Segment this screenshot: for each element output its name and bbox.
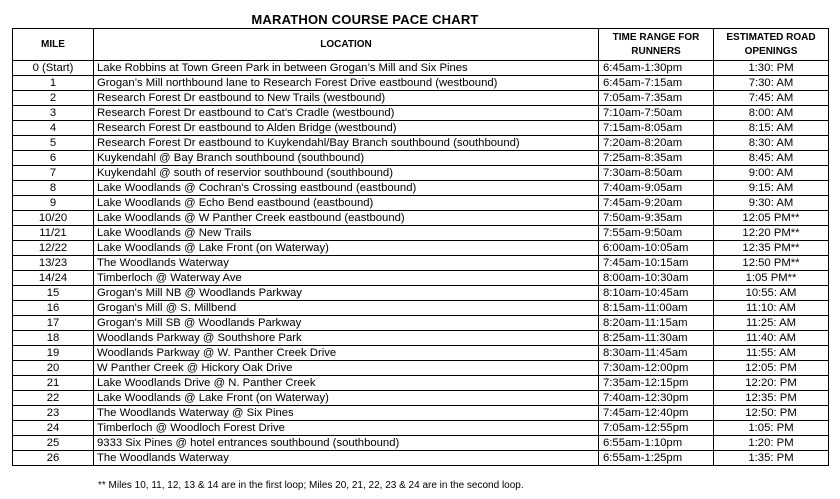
road-opening-cell: 12:20: PM <box>714 376 829 391</box>
location-cell: Lake Woodlands @ Echo Bend eastbound (eastbound) <box>94 196 599 211</box>
mile-cell: 18 <box>13 331 94 346</box>
time-range-cell: 8:10am-10:45am <box>599 286 714 301</box>
mile-cell: 25 <box>13 436 94 451</box>
location-cell: Grogan's Mill SB @ Woodlands Parkway <box>94 316 599 331</box>
table-row <box>13 166 829 181</box>
mile-cell: 11/21 <box>13 226 94 241</box>
table-row <box>13 421 829 436</box>
time-range-cell: 7:35am-12:15pm <box>599 376 714 391</box>
header-mile: MILE <box>13 29 94 61</box>
table-row <box>13 316 829 331</box>
location-cell: Lake Woodlands @ Cochran's Crossing eastbound (eastbound) <box>94 181 599 196</box>
footnote: ** Miles 10, 11, 12, 13 & 14 are in the first loop; Miles 20, 21, 22, 23 & 24 are in the second loop. <box>98 480 524 491</box>
mile-cell: 19 <box>13 346 94 361</box>
mile-cell: 1 <box>13 76 94 91</box>
table-row <box>13 346 829 361</box>
time-range-cell: 8:00am-10:30am <box>599 271 714 286</box>
header-location: LOCATION <box>94 29 599 61</box>
table-row <box>13 406 829 421</box>
mile-cell: 15 <box>13 286 94 301</box>
location-cell: Woodlands Parkway @ W. Panther Creek Drive <box>94 346 599 361</box>
time-range-cell: 8:25am-11:30am <box>599 331 714 346</box>
mile-cell: 12/22 <box>13 241 94 256</box>
mile-cell: 17 <box>13 316 94 331</box>
table-row <box>13 331 829 346</box>
mile-cell: 10/20 <box>13 211 94 226</box>
table-row <box>13 376 829 391</box>
mile-cell: 7 <box>13 166 94 181</box>
location-cell: Woodlands Parkway @ Southshore Park <box>94 331 599 346</box>
location-cell: Kuykendahl @ south of reservior southbound (southbound) <box>94 166 599 181</box>
location-cell: Lake Woodlands @ New Trails <box>94 226 599 241</box>
location-cell: Lake Robbins at Town Green Park in between Grogan’s Mill and Six Pines <box>94 61 599 76</box>
table-row <box>13 301 829 316</box>
time-range-cell: 7:45am-10:15am <box>599 256 714 271</box>
mile-cell: 0 (Start) <box>13 61 94 76</box>
location-cell: Research Forest Dr eastbound to New Trails (westbound) <box>94 91 599 106</box>
mile-cell: 8 <box>13 181 94 196</box>
time-range-cell: 7:50am-9:35am <box>599 211 714 226</box>
table-row <box>13 361 829 376</box>
road-opening-cell: 8:30: AM <box>714 136 829 151</box>
time-range-cell: 8:30am-11:45am <box>599 346 714 361</box>
mile-cell: 22 <box>13 391 94 406</box>
time-range-cell: 7:30am-12:00pm <box>599 361 714 376</box>
mile-cell: 5 <box>13 136 94 151</box>
mile-cell: 3 <box>13 106 94 121</box>
mile-cell: 24 <box>13 421 94 436</box>
location-cell: Grogan's Mill NB @ Woodlands Parkway <box>94 286 599 301</box>
time-range-cell: 7:40am-12:30pm <box>599 391 714 406</box>
table-row <box>13 391 829 406</box>
time-range-cell: 6:00am-10:05am <box>599 241 714 256</box>
table-row <box>13 196 829 211</box>
road-opening-cell: 12:05 PM** <box>714 211 829 226</box>
header-time-range: TIME RANGE FOR RUNNERS <box>599 29 714 61</box>
road-opening-cell: 9:30: AM <box>714 196 829 211</box>
time-range-cell: 8:15am-11:00am <box>599 301 714 316</box>
time-range-cell: 7:25am-8:35am <box>599 151 714 166</box>
pace-chart-table <box>12 28 829 466</box>
road-opening-cell: 9:00: AM <box>714 166 829 181</box>
table-row <box>13 151 829 166</box>
road-opening-cell: 1:05 PM** <box>714 271 829 286</box>
road-opening-cell: 11:25: AM <box>714 316 829 331</box>
mile-cell: 20 <box>13 361 94 376</box>
mile-cell: 26 <box>13 451 94 466</box>
mile-cell: 6 <box>13 151 94 166</box>
time-range-cell: 7:05am-12:55pm <box>599 421 714 436</box>
road-opening-cell: 8:45: AM <box>714 151 829 166</box>
time-range-cell: 6:45am-1:30pm <box>599 61 714 76</box>
time-range-cell: 7:55am-9:50am <box>599 226 714 241</box>
table-row <box>13 211 829 226</box>
location-cell: Research Forest Dr eastbound to Alden Bridge (westbound) <box>94 121 599 136</box>
location-cell: Grogan’s Mill northbound lane to Research Forest Drive eastbound (westbound) <box>94 76 599 91</box>
table-row <box>13 271 829 286</box>
table-row <box>13 91 829 106</box>
time-range-cell: 6:55am-1:10pm <box>599 436 714 451</box>
table-row <box>13 61 829 76</box>
time-range-cell: 7:40am-9:05am <box>599 181 714 196</box>
mile-cell: 9 <box>13 196 94 211</box>
road-opening-cell: 8:15: AM <box>714 121 829 136</box>
time-range-cell: 7:05am-7:35am <box>599 91 714 106</box>
time-range-cell: 7:45am-9:20am <box>599 196 714 211</box>
road-opening-cell: 8:00: AM <box>714 106 829 121</box>
road-opening-cell: 1:20: PM <box>714 436 829 451</box>
location-cell: Timberloch @ Woodloch Forest Drive <box>94 421 599 436</box>
mile-cell: 23 <box>13 406 94 421</box>
road-opening-cell: 12:35: PM <box>714 391 829 406</box>
mile-cell: 16 <box>13 301 94 316</box>
road-opening-cell: 10:55: AM <box>714 286 829 301</box>
table-row <box>13 226 829 241</box>
mile-cell: 21 <box>13 376 94 391</box>
location-cell: Timberloch @ Waterway Ave <box>94 271 599 286</box>
location-cell: The Woodlands Waterway <box>94 451 599 466</box>
time-range-cell: 6:55am-1:25pm <box>599 451 714 466</box>
table-row <box>13 241 829 256</box>
time-range-cell: 8:20am-11:15am <box>599 316 714 331</box>
table-row <box>13 436 829 451</box>
time-range-cell: 6:45am-7:15am <box>599 76 714 91</box>
road-opening-cell: 11:55: AM <box>714 346 829 361</box>
location-cell: Research Forest Dr eastbound to Cat’s Cradle (westbound) <box>94 106 599 121</box>
road-opening-cell: 9:15: AM <box>714 181 829 196</box>
road-opening-cell: 1:30: PM <box>714 61 829 76</box>
road-opening-cell: 12:20 PM** <box>714 226 829 241</box>
page-title: MARATHON COURSE PACE CHART <box>251 12 479 27</box>
location-cell: Grogan's Mill @ S. Millbend <box>94 301 599 316</box>
location-cell: 9333 Six Pines @ hotel entrances southbound (southbound) <box>94 436 599 451</box>
location-cell: Lake Woodlands @ Lake Front (on Waterway) <box>94 241 599 256</box>
location-cell: The Woodlands Waterway <box>94 256 599 271</box>
header-row <box>13 29 829 61</box>
time-range-cell: 7:15am-8:05am <box>599 121 714 136</box>
table-row <box>13 121 829 136</box>
road-opening-cell: 12:05: PM <box>714 361 829 376</box>
table-row <box>13 286 829 301</box>
road-opening-cell: 1:35: PM <box>714 451 829 466</box>
road-opening-cell: 11:10: AM <box>714 301 829 316</box>
road-opening-cell: 12:50: PM <box>714 406 829 421</box>
road-opening-cell: 1:05: PM <box>714 421 829 436</box>
location-cell: Kuykendahl @ Bay Branch southbound (southbound) <box>94 151 599 166</box>
mile-cell: 4 <box>13 121 94 136</box>
table-row <box>13 256 829 271</box>
mile-cell: 13/23 <box>13 256 94 271</box>
location-cell: Research Forest Dr eastbound to Kuykendahl/Bay Branch southbound (southbound) <box>94 136 599 151</box>
time-range-cell: 7:10am-7:50am <box>599 106 714 121</box>
time-range-cell: 7:30am-8:50am <box>599 166 714 181</box>
road-opening-cell: 11:40: AM <box>714 331 829 346</box>
table-row <box>13 76 829 91</box>
location-cell: Lake Woodlands Drive @ N. Panther Creek <box>94 376 599 391</box>
mile-cell: 2 <box>13 91 94 106</box>
road-opening-cell: 7:30: AM <box>714 76 829 91</box>
road-opening-cell: 7:45: AM <box>714 91 829 106</box>
location-cell: Lake Woodlands @ W Panther Creek eastbound (eastbound) <box>94 211 599 226</box>
location-cell: W Panther Creek @ Hickory Oak Drive <box>94 361 599 376</box>
time-range-cell: 7:45am-12:40pm <box>599 406 714 421</box>
table-row <box>13 136 829 151</box>
road-opening-cell: 12:35 PM** <box>714 241 829 256</box>
table-row <box>13 181 829 196</box>
table-row <box>13 451 829 466</box>
time-range-cell: 7:20am-8:20am <box>599 136 714 151</box>
table-row <box>13 106 829 121</box>
header-road-openings: ESTIMATED ROAD OPENINGS <box>714 29 829 61</box>
location-cell: The Woodlands Waterway @ Six Pines <box>94 406 599 421</box>
mile-cell: 14/24 <box>13 271 94 286</box>
road-opening-cell: 12:50 PM** <box>714 256 829 271</box>
location-cell: Lake Woodlands @ Lake Front (on Waterway) <box>94 391 599 406</box>
